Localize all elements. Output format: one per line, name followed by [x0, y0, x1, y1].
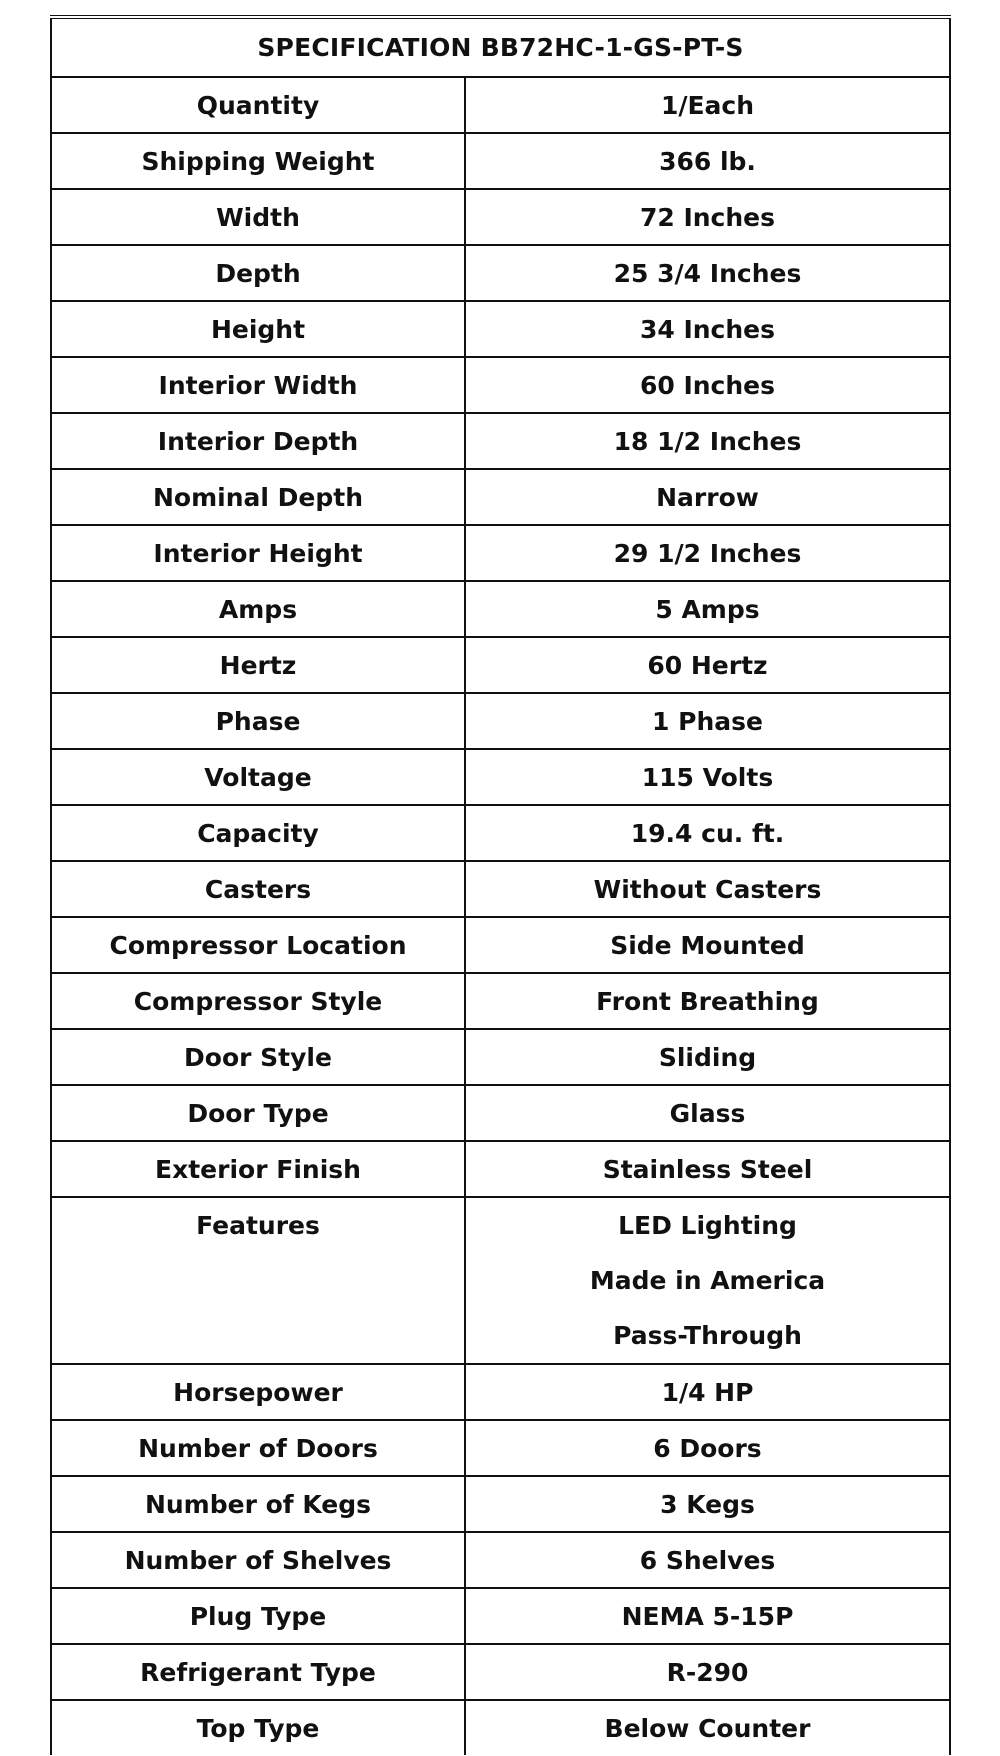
- spec-label: Compressor Style: [51, 973, 465, 1029]
- spec-label: Depth: [51, 245, 465, 301]
- feature-item: Made in America: [589, 1266, 826, 1295]
- table-row: [51, 1588, 950, 1644]
- spec-value: 25 3/4 Inches: [465, 245, 950, 301]
- feature-item: LED Lighting: [618, 1211, 797, 1240]
- spec-label: Compressor Location: [51, 917, 465, 973]
- spec-label: Interior Height: [51, 525, 465, 581]
- spec-label: Refrigerant Type: [51, 1644, 465, 1700]
- spec-label: Number of Doors: [51, 1420, 465, 1476]
- table-row: [51, 413, 950, 469]
- spec-label: Capacity: [51, 805, 465, 861]
- table-title: SPECIFICATION BB72HC-1-GS-PT-S: [51, 17, 950, 77]
- table-row: [51, 973, 950, 1029]
- table-row: [51, 1532, 950, 1588]
- spec-label: [51, 1197, 465, 1364]
- spec-label: Quantity: [51, 77, 465, 133]
- spec-label: Door Style: [51, 1029, 465, 1085]
- spec-label: Number of Shelves: [51, 1532, 465, 1588]
- spec-value: Narrow: [465, 469, 950, 525]
- spec-value: Stainless Steel: [465, 1141, 950, 1197]
- spec-value: 1/Each: [465, 77, 950, 133]
- table-row: [51, 357, 950, 413]
- spec-label: Interior Width: [51, 357, 465, 413]
- table-row: [51, 1476, 950, 1532]
- spec-value: Side Mounted: [465, 917, 950, 973]
- spec-label: Voltage: [51, 749, 465, 805]
- feature-item: Pass-Through: [613, 1321, 802, 1350]
- spec-value: 6 Shelves: [465, 1532, 950, 1588]
- table-row: [51, 301, 950, 357]
- spec-value: 115 Volts: [465, 749, 950, 805]
- table-row: [51, 245, 950, 301]
- table-row: [51, 133, 950, 189]
- spec-value: 18 1/2 Inches: [465, 413, 950, 469]
- table-row: [51, 749, 950, 805]
- spec-value: Sliding: [465, 1029, 950, 1085]
- spec-value: 19.4 cu. ft.: [465, 805, 950, 861]
- spec-value: R-290: [465, 1644, 950, 1700]
- spec-value: 1/4 HP: [465, 1364, 950, 1420]
- spec-value: Without Casters: [465, 861, 950, 917]
- spec-value: NEMA 5-15P: [465, 1588, 950, 1644]
- spec-value: Front Breathing: [465, 973, 950, 1029]
- spec-label: Phase: [51, 693, 465, 749]
- table-row: [51, 805, 950, 861]
- table-row: [51, 525, 950, 581]
- spec-label: Nominal Depth: [51, 469, 465, 525]
- table-row: [51, 1029, 950, 1085]
- spec-value: 60 Inches: [465, 357, 950, 413]
- spec-label: Casters: [51, 861, 465, 917]
- spec-label: Amps: [51, 581, 465, 637]
- spec-value: 34 Inches: [465, 301, 950, 357]
- spec-label: Top Type: [51, 1700, 465, 1755]
- spec-value: 6 Doors: [465, 1420, 950, 1476]
- spec-value: 72 Inches: [465, 189, 950, 245]
- spec-value: 1 Phase: [465, 693, 950, 749]
- spec-value-list: [465, 1197, 950, 1364]
- spec-label: Exterior Finish: [51, 1141, 465, 1197]
- table-row: [51, 1644, 950, 1700]
- spec-label: Horsepower: [51, 1364, 465, 1420]
- table-row: [51, 861, 950, 917]
- spec-value: 60 Hertz: [465, 637, 950, 693]
- spec-value: 3 Kegs: [465, 1476, 950, 1532]
- table-row: [51, 189, 950, 245]
- table-row: [51, 1141, 950, 1197]
- specification-table: [50, 15, 951, 1755]
- spec-label: Plug Type: [51, 1588, 465, 1644]
- table-row-features: [51, 1197, 950, 1364]
- spec-value: Below Counter: [604, 1713, 811, 1743]
- table-row: [51, 77, 950, 133]
- spec-value: 5 Amps: [465, 581, 950, 637]
- table-row: [51, 581, 950, 637]
- table-row: [51, 1085, 950, 1141]
- table-row: [51, 917, 950, 973]
- features-label: Features: [196, 1211, 320, 1240]
- table-header-row: [51, 17, 950, 77]
- table-row: [51, 469, 950, 525]
- spec-value: 29 1/2 Inches: [465, 525, 950, 581]
- spec-value: Glass: [465, 1085, 950, 1141]
- spec-label: Shipping Weight: [51, 133, 465, 189]
- spec-label: Hertz: [51, 637, 465, 693]
- table-row: [51, 1420, 950, 1476]
- table-row: [51, 1364, 950, 1420]
- table-row: [51, 1700, 950, 1755]
- spec-label: Door Type: [51, 1085, 465, 1141]
- spec-label: Width: [51, 189, 465, 245]
- spec-value: 366 lb.: [465, 133, 950, 189]
- spec-label: Interior Depth: [51, 413, 465, 469]
- spec-label: Number of Kegs: [51, 1476, 465, 1532]
- table-row: [51, 637, 950, 693]
- table-row: [51, 693, 950, 749]
- spec-label: Height: [51, 301, 465, 357]
